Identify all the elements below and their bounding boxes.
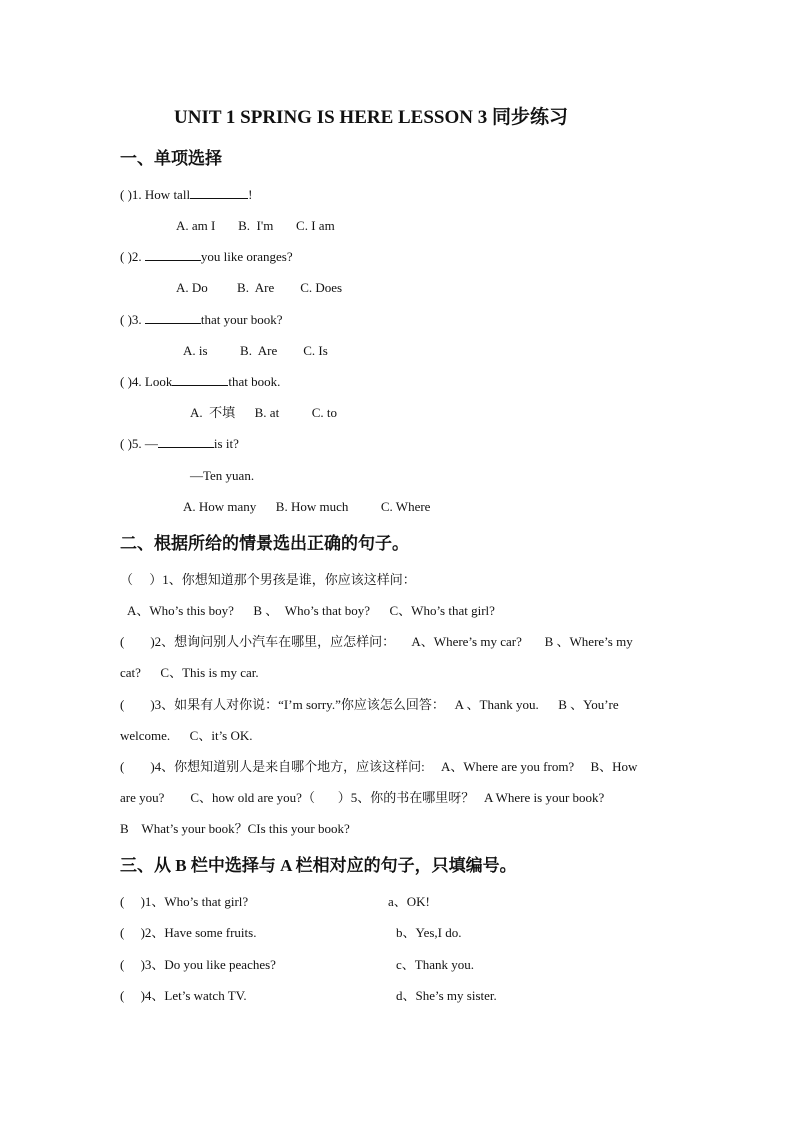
- question-text: 2.: [131, 249, 145, 264]
- question-text-end: !: [248, 187, 253, 202]
- question-1: [120, 186, 252, 204]
- section-2-heading: 二、根据所给的情景选出正确的句子。: [120, 534, 409, 553]
- situation-line-9: B What’s your book？CIs this your book?: [120, 821, 350, 836]
- fill-blank[interactable]: [145, 248, 201, 261]
- question-3-options: A. is B. Are C. Is: [183, 343, 328, 358]
- match-a-1: ( )1、Who’s that girl?: [120, 894, 249, 909]
- situation-line-5: ( )3、如果有人对你说：“I’m sorry.”你应该怎么回答： A 、Thank you. B 、You’re: [120, 697, 619, 712]
- situation-line-8: are you? C、how old are you?（ ）5、你的书在哪里呀？ A Where is your book?: [120, 790, 605, 805]
- section-3-heading: 三、从 B 栏中选择与 A 栏相对应的句子，只填编号。: [120, 856, 517, 875]
- match-b-3: c、Thank you.: [396, 957, 474, 972]
- situation-line-6: welcome. C、it’s OK.: [120, 728, 253, 743]
- situation-line-7: ( )4、你想知道别人是来自哪个地方，应该这样问: A、Where are you from? B、How: [120, 759, 638, 774]
- match-b-1: a、OK!: [388, 894, 430, 909]
- question-1-options: A. am I B. I'm C. I am: [176, 218, 335, 233]
- question-text: 1. How tall: [131, 187, 191, 202]
- question-text-end: is it?: [213, 436, 239, 451]
- answer-paren[interactable]: ( ): [120, 187, 132, 202]
- situation-line-4: cat? C、This is my car.: [120, 665, 259, 680]
- question-4: [120, 373, 280, 391]
- question-2-options: A. Do B. Are C. Does: [176, 280, 343, 295]
- question-3: [120, 311, 283, 329]
- page-title: UNIT 1 SPRING IS HERE LESSON 3 同步练习: [174, 107, 568, 128]
- question-text: 5. —: [131, 436, 158, 451]
- question-5-answer: —Ten yuan.: [190, 468, 255, 483]
- section-1-heading: 一、单项选择: [120, 149, 222, 168]
- question-5-options: A. How many B. How much C. Where: [183, 499, 431, 514]
- answer-paren[interactable]: ( ): [120, 312, 132, 327]
- match-b-2: b、Yes,I do.: [396, 925, 462, 940]
- match-a-4: ( )4、Let’s watch TV.: [120, 988, 247, 1003]
- question-text: 4. Look: [131, 374, 173, 389]
- question-4-options: A. 不填 B. at C. to: [190, 405, 337, 420]
- question-text-end: that book.: [228, 374, 281, 389]
- fill-blank[interactable]: [158, 435, 214, 448]
- question-text-end: that your book?: [200, 312, 283, 327]
- fill-blank[interactable]: [190, 186, 248, 199]
- question-text: 3.: [131, 312, 145, 327]
- match-a-2: ( )2、Have some fruits.: [120, 925, 257, 940]
- situation-line-2: A、Who’s this boy? B 、 Who’s that boy? C、Who’s that girl?: [127, 603, 495, 618]
- fill-blank[interactable]: [145, 311, 201, 324]
- question-5: [120, 435, 239, 453]
- answer-paren[interactable]: ( ): [120, 374, 132, 389]
- match-b-4: d、She’s my sister.: [396, 988, 497, 1003]
- situation-line-1: （ ）1、你想知道那个男孩是谁，你应该这样问：: [120, 572, 416, 587]
- answer-paren[interactable]: ( ): [120, 249, 132, 264]
- question-text-end: you like oranges?: [200, 249, 293, 264]
- question-2: [120, 248, 293, 266]
- fill-blank[interactable]: [172, 373, 228, 386]
- situation-line-3: ( )2、想询问别人小汽车在哪里，应怎样问： A、Where’s my car? B 、Where’s my: [120, 634, 633, 649]
- match-a-3: ( )3、Do you like peaches?: [120, 957, 276, 972]
- answer-paren[interactable]: ( ): [120, 436, 132, 451]
